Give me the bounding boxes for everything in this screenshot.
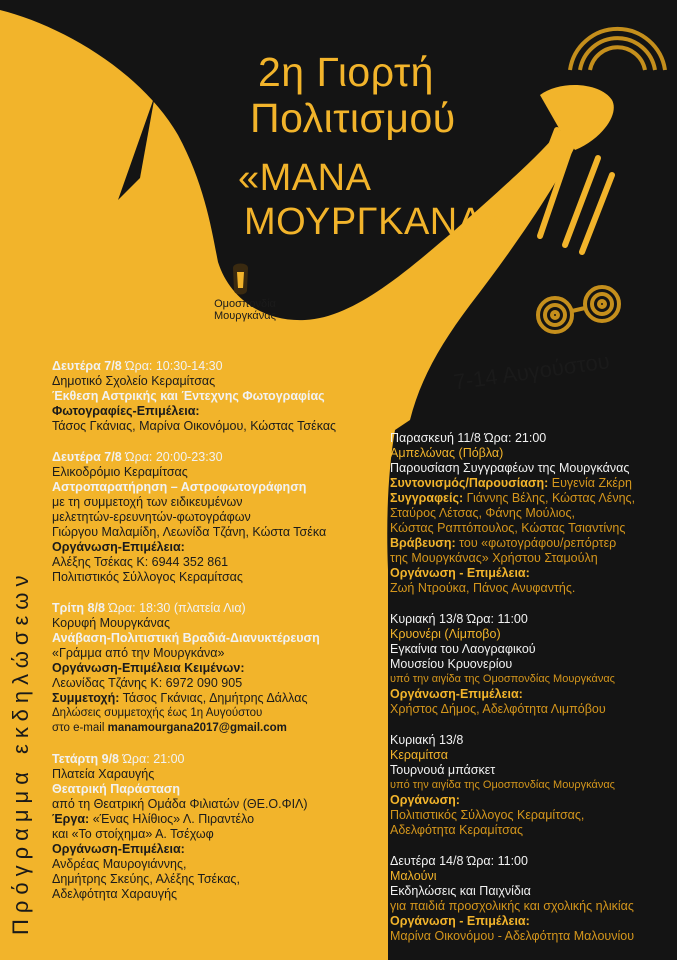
- event-email-link[interactable]: manamourgana2017@gmail.com: [107, 722, 287, 734]
- decor-spirals: [538, 287, 619, 332]
- subtitle-line-1: «ΜΑΝΑ: [238, 157, 372, 199]
- event-time: Ώρα: 11:00: [466, 612, 528, 626]
- event-day: Τετάρτη 9/8: [52, 752, 120, 766]
- event-people: Αδελφότητα Κεραμίτσας: [390, 823, 524, 837]
- event-role: Οργάνωση:: [390, 793, 460, 807]
- event-day: Δευτέρα 14/8: [390, 854, 464, 868]
- right-event-2: [390, 612, 635, 717]
- event-role: Οργάνωση-Επιμέλεια Κειμένων:: [52, 661, 245, 675]
- event-time: Ώρα: 11:00: [466, 854, 528, 868]
- event-aegis: υπό την αιγίδα της Ομοσπονδίας Μουργκάνας: [390, 779, 615, 791]
- vertical-program-label: Πρόγραμμα εκδηλώσεων: [8, 569, 33, 935]
- event-place: Μαλούνι: [390, 869, 437, 883]
- left-event-3: [52, 601, 336, 736]
- event-people: Αλέξης Τσέκας Κ: 6944 352 861: [52, 555, 229, 569]
- event-day: Τρίτη 8/8: [52, 601, 105, 615]
- event-writers: Σταύρος Λέτσας, Φάνης Μούλιος,: [390, 506, 575, 520]
- event-time: Ώρα: 21:00: [484, 431, 547, 445]
- event-time: Ώρα: 10:30-14:30: [125, 359, 223, 373]
- right-event-4: [390, 854, 635, 944]
- event-role: Φωτογραφίες-Επιμέλεια:: [52, 404, 200, 418]
- event-place: Κορυφή Μουργκάνας: [52, 616, 170, 630]
- event-writers-label: Συγγραφείς:: [390, 491, 464, 505]
- event-note-prefix: στο e-mail: [52, 722, 105, 734]
- event-time: Ώρα: 18:30 (πλατεία Λια): [108, 601, 246, 615]
- event-works: «Ένας Ηλίθιος» Λ. Πιραντέλο: [92, 812, 255, 826]
- event-role: Οργάνωση-Επιμέλεια:: [52, 540, 185, 554]
- event-people: Πολιτιστικός Σύλλογος Κεραμίτσας,: [390, 808, 585, 822]
- event-time: Ώρα: 20:00-23:30: [125, 450, 223, 464]
- event-people: Τάσος Γκάνιας, Μαρίνα Οικονόμου, Κώστας Τσέκας: [52, 419, 337, 433]
- right-event-1: [390, 431, 635, 596]
- event-title: Εκδηλώσεις και Παιχνίδια: [390, 884, 531, 898]
- right-event-3: [390, 733, 635, 838]
- logo-text-line-1: Ομοσπονδία: [214, 298, 276, 310]
- event-people: Αδελφότητα Χαραυγής: [52, 887, 178, 901]
- title-line-2: Πολιτισμού: [250, 95, 456, 141]
- event-role: Οργάνωση - Επιμέλεια:: [390, 914, 530, 928]
- event-role: Οργάνωση-Επιμέλεια:: [52, 842, 185, 856]
- event-desc: μελετητών-ερευνητών-φωτογράφων: [52, 510, 251, 524]
- event-works: και «Το στοίχημα» Α. Τσέχωφ: [52, 827, 214, 841]
- event-coord: Ευγενία Ζκέρη: [551, 476, 632, 490]
- event-role-2-text: Τάσος Γκάνιας, Δημήτρης Δάλλας: [122, 691, 308, 705]
- event-writers: Γιάννης Βέλης, Κώστας Λένης,: [466, 491, 636, 505]
- event-role-2: Συμμετοχή:: [52, 691, 120, 705]
- subtitle-line-2: ΜΟΥΡΓΚΑΝΑ»: [244, 201, 506, 243]
- event-day: Κυριακή 13/8: [390, 733, 464, 747]
- event-title: Έκθεση Αστρικής και Έντεχνης Φωτογραφίας: [52, 389, 325, 403]
- event-works-label: Έργα:: [52, 812, 90, 826]
- logo-text-line-2: Μουργκάνας: [214, 310, 276, 322]
- event-title: Τουρνουά μπάσκετ: [390, 763, 496, 777]
- event-day: Κυριακή 13/8: [390, 612, 464, 626]
- event-people: Ζωή Ντρούκα, Πάνος Ανυφαντής.: [390, 581, 576, 595]
- event-place: Δημοτικό Σχολείο Κεραμίτσας: [52, 374, 216, 388]
- event-day: Δευτέρα 7/8: [52, 359, 122, 373]
- title-line-1: 2η Γιορτή: [258, 49, 434, 95]
- left-event-2: [52, 450, 336, 585]
- event-day: Δευτέρα 7/8: [52, 450, 122, 464]
- event-place: Αμπελώνας (Πόβλα): [390, 446, 504, 460]
- event-award: του «φωτογράφου/ρεπόρτερ: [459, 536, 617, 550]
- right-events: [390, 431, 635, 944]
- event-coord-label: Συντονισμός/Παρουσίαση:: [390, 476, 549, 490]
- decor-arcs: [570, 29, 665, 70]
- event-title: Παρουσίαση Συγγραφέων της Μουργκάνας: [390, 461, 630, 475]
- event-title: Ανάβαση-Πολιτιστική Βραδιά-Διανυκτέρευση: [52, 631, 320, 645]
- left-event-1: [52, 359, 336, 434]
- event-place: Ελικοδρόμιο Κεραμίτσας: [52, 465, 188, 479]
- event-title: Αστροπαρατήρηση – Αστροφωτογράφηση: [52, 480, 307, 494]
- event-title: Εγκαίνια του Λαογραφικού: [390, 642, 536, 656]
- left-event-4: [52, 752, 336, 902]
- event-writers: Κώστας Ραπτόπουλος, Κώστας Τσιαντίνης: [390, 521, 626, 535]
- event-place: Κεραμίτσα: [390, 748, 448, 762]
- event-people: Χρήστος Δήμος, Αδελφότητα Λιμπόβου: [390, 702, 606, 716]
- event-people: Μαρίνα Οικονόμου - Αδελφότητα Μαλουνίου: [390, 929, 635, 943]
- event-dates: 7-14 Αυγούστου: [452, 348, 612, 395]
- event-people: Ανδρέας Μαυρογιάννης,: [52, 857, 187, 871]
- event-place: Πλατεία Χαραυγής: [52, 767, 155, 781]
- event-desc: με τη συμμετοχή των ειδικευμένων: [52, 495, 243, 509]
- event-place: Κρυονέρι (Λίμποβο): [390, 627, 501, 641]
- logo-text: [210, 298, 280, 322]
- event-aegis: υπό την αιγίδα της Ομοσπονδίας Μουργκάνας: [390, 673, 615, 685]
- event-desc: για παιδιά προσχολικής και σχολικής ηλικίας: [390, 899, 634, 913]
- event-title: Θεατρική Παράσταση: [52, 782, 180, 796]
- event-role: Οργάνωση-Επιμέλεια:: [390, 687, 523, 701]
- event-role: Οργάνωση - Επιμέλεια:: [390, 566, 530, 580]
- event-people: Δημήτρης Σκεύης, Αλέξης Τσέκας,: [52, 872, 240, 886]
- event-time: Ώρα: 21:00: [122, 752, 185, 766]
- event-award: της Μουργκάνας» Χρήστου Σταμούλη: [390, 551, 598, 565]
- left-events: [52, 359, 336, 902]
- event-people: Πολιτιστικός Σύλλογος Κεραμίτσας: [52, 570, 243, 584]
- event-note: Δηλώσεις συμμετοχής έως 1η Αυγούστου: [52, 707, 263, 719]
- event-people: Λεωνίδας Τζάνης Κ: 6972 090 905: [52, 676, 243, 690]
- event-desc: Γιώργου Μαλαμίδη, Λεωνίδα Τζάνη, Κώστα Τσέκα: [52, 525, 327, 539]
- event-day: Παρασκευή 11/8: [390, 431, 481, 445]
- event-title: Μουσείου Κρυονερίου: [390, 657, 513, 671]
- event-desc: από τη Θεατρική Ομάδα Φιλιατών (ΘΕ.Ο.ΦΙΛ): [52, 797, 308, 811]
- event-award-label: Βράβευση:: [390, 536, 456, 550]
- event-desc: «Γράμμα από την Μουργκάνα»: [52, 646, 225, 660]
- logo-mark: [233, 264, 248, 295]
